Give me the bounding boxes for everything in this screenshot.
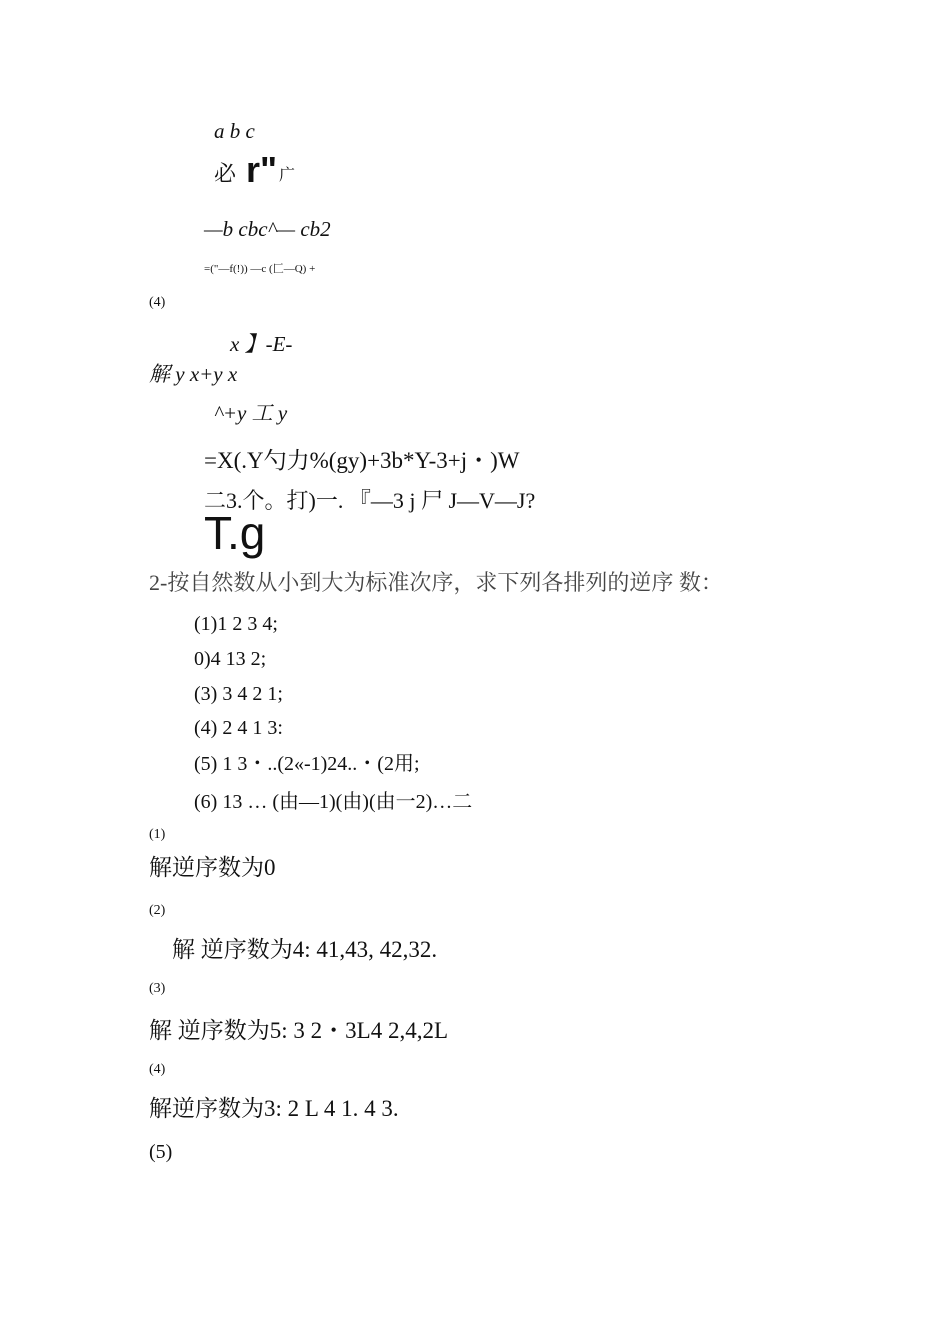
list-item: (6) 13 … (由—1)(由)(由一2)…二 <box>194 791 473 813</box>
problem-2-heading: 2-按自然数从小到大为标准次序，求下列各排列的逆序 数： <box>149 570 723 595</box>
equation-small: =("—f(!)) —c (匚—Q) + <box>204 263 316 275</box>
solution-1-label: (1) <box>149 827 166 842</box>
list-item: (3) 3 4 2 1; <box>194 683 283 705</box>
solution-3: 解 逆序数为5: 3 2・3L4 2,4,2L <box>149 1018 448 1043</box>
plus-y-line: ^+y 工 y <box>214 401 288 425</box>
solution-4-label: (4) <box>149 1062 166 1077</box>
abc-line: a b c <box>214 119 255 143</box>
solution-2-label: (2) <box>149 903 166 918</box>
list-item: (1)1 2 3 4; <box>194 613 278 635</box>
solution-5-label: (5) <box>149 1141 173 1163</box>
list-item: (5) 1 3・..(2«-1)24..・(2用; <box>194 753 420 775</box>
label-4-top: (4) <box>149 295 166 310</box>
solution-4: 解逆序数为3: 2 L 4 1. 4 3. <box>149 1096 399 1121</box>
tg-mark: T.g <box>204 507 266 559</box>
x-bracket-line: x 】-E- <box>230 332 293 356</box>
r-mark: r" <box>246 149 278 190</box>
solution-3-label: (3) <box>149 981 166 996</box>
equation-bcb: —b cbc^— cb2 <box>204 217 331 241</box>
equation-er: 二3.个。打)一. 『—3 j 尸 J—V—J? <box>204 488 536 513</box>
guang-char: 广 <box>279 167 296 184</box>
bi-char: 必 <box>214 161 237 186</box>
jie-yx-line: 解 y x+y x <box>149 362 238 386</box>
list-item: (4) 2 4 1 3: <box>194 717 283 739</box>
solution-1: 解逆序数为0 <box>149 855 276 880</box>
equation-long: =X(.Y勺力%(gy)+3b*Y-3+j・)W <box>204 448 520 473</box>
solution-2: 解 逆序数为4: 41,43, 42,32. <box>172 937 438 962</box>
list-item: 0)4 13 2; <box>194 648 267 670</box>
